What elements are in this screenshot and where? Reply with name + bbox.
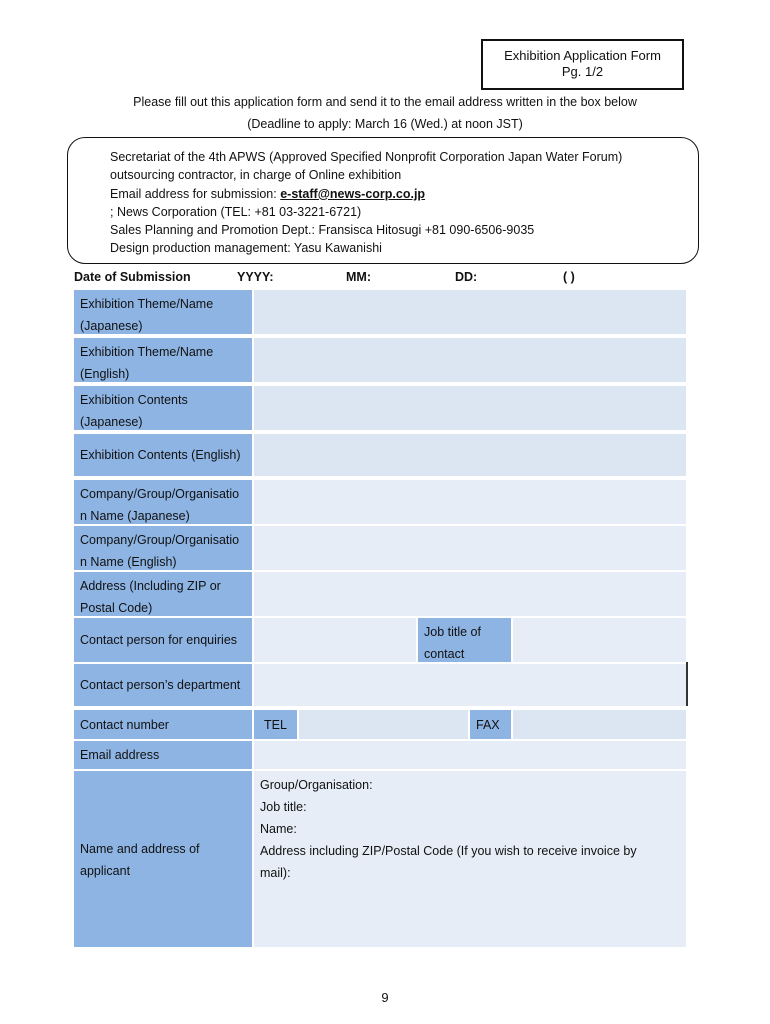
contact-number-label: Contact number (74, 710, 252, 739)
secretariat-contact-box (67, 137, 699, 264)
department-label: Contact person’s department (74, 664, 252, 706)
theme-en-label (74, 338, 252, 382)
contents-jp-label-line2: (Japanese) (80, 415, 143, 429)
instruction-line-1: Please fill out this application form and send it to the email address written in the box below (133, 95, 637, 109)
weekday-label: ( ) (563, 270, 575, 284)
company-en-label-line2: n Name (English) (80, 555, 177, 569)
form-title: Exhibition Application Form (504, 48, 661, 63)
theme-jp-label (74, 290, 252, 334)
page-number: 9 (381, 990, 389, 1005)
company-en-field[interactable] (254, 526, 686, 570)
month-label: MM: (346, 270, 371, 284)
applicant-group-line: Group/Organisation: (260, 778, 373, 792)
email-label: Email address (74, 741, 252, 769)
job-title-label (418, 618, 511, 662)
theme-jp-field[interactable] (254, 290, 686, 334)
contact-person-field[interactable] (254, 618, 416, 662)
applicant-name-line: Name: (260, 822, 297, 836)
contact-person-label: Contact person for enquiries (74, 618, 252, 662)
fax-label: FAX (470, 710, 511, 739)
deadline-line: (Deadline to apply: March 16 (Wed.) at noon JST) (247, 117, 523, 131)
job-title-field[interactable] (513, 618, 686, 662)
job-title-label-line1: Job title of (424, 625, 481, 639)
tel-label: TEL (254, 710, 297, 739)
email-prefix: Email address for submission: (110, 186, 281, 201)
year-label: YYYY: (237, 270, 274, 284)
applicant-label-line1: Name and address of (80, 842, 200, 856)
contents-jp-label-line1: Exhibition Contents (80, 393, 188, 407)
applicant-address-line-2: mail): (260, 866, 291, 880)
applicant-field[interactable] (254, 771, 686, 947)
applicant-address-line: Address including ZIP/Postal Code (If you wish to receive invoice by (260, 844, 637, 858)
page-label: Pg. 1/2 (561, 64, 604, 79)
company-jp-field[interactable] (254, 480, 686, 524)
address-field[interactable] (254, 572, 686, 616)
address-label (74, 572, 252, 616)
fax-field[interactable] (513, 710, 686, 739)
date-of-submission-row (74, 270, 686, 286)
company-en-label (74, 526, 252, 570)
company-jp-label-line2: n Name (Japanese) (80, 509, 190, 523)
theme-jp-label-line1: Exhibition Theme/Name (80, 297, 214, 311)
tel-field[interactable] (299, 710, 468, 739)
theme-jp-label-line2: (Japanese) (80, 319, 143, 333)
table-border-line (686, 662, 688, 706)
applicant-label-line2: applicant (80, 864, 131, 878)
theme-en-label-line1: Exhibition Theme/Name (80, 345, 214, 359)
submission-email-link[interactable]: e-staff@news-corp.co.jp (280, 186, 426, 201)
theme-en-field[interactable] (254, 338, 686, 382)
company-jp-label (74, 480, 252, 524)
contents-en-label: Exhibition Contents (English) (74, 434, 252, 476)
contact-line-2: outsourcing contractor, in charge of Online exhibition (110, 168, 402, 183)
applicant-label (74, 771, 252, 947)
job-title-label-line2: contact (424, 647, 465, 661)
day-label: DD: (455, 270, 478, 284)
form-title-box (481, 39, 684, 90)
company-jp-label-line1: Company/Group/Organisatio (80, 487, 240, 501)
contents-en-field[interactable] (254, 434, 686, 476)
contact-line-6: Design production management: Yasu Kawanishi (110, 241, 382, 256)
department-field[interactable] (254, 664, 686, 706)
address-label-line1: Address (Including ZIP or (80, 579, 221, 593)
applicant-jobtitle-line: Job title: (260, 800, 307, 814)
contact-line-5: Sales Planning and Promotion Dept.: Fransisca Hitosugi +81 090-6506-9035 (110, 223, 535, 238)
company-en-label-line1: Company/Group/Organisatio (80, 533, 240, 547)
contents-jp-label (74, 386, 252, 430)
address-label-line2: Postal Code) (80, 601, 153, 615)
contact-line-1: Secretariat of the 4th APWS (Approved Specified Nonprofit Corporation Japan Water Forum) (110, 150, 623, 164)
date-of-submission-label: Date of Submission (74, 270, 191, 284)
contact-email-line (110, 185, 698, 203)
contact-line-4: ; News Corporation (TEL: +81 03-3221-6721) (110, 204, 362, 219)
theme-en-label-line2: (English) (80, 367, 130, 381)
contents-jp-field[interactable] (254, 386, 686, 430)
email-field[interactable] (254, 741, 686, 769)
